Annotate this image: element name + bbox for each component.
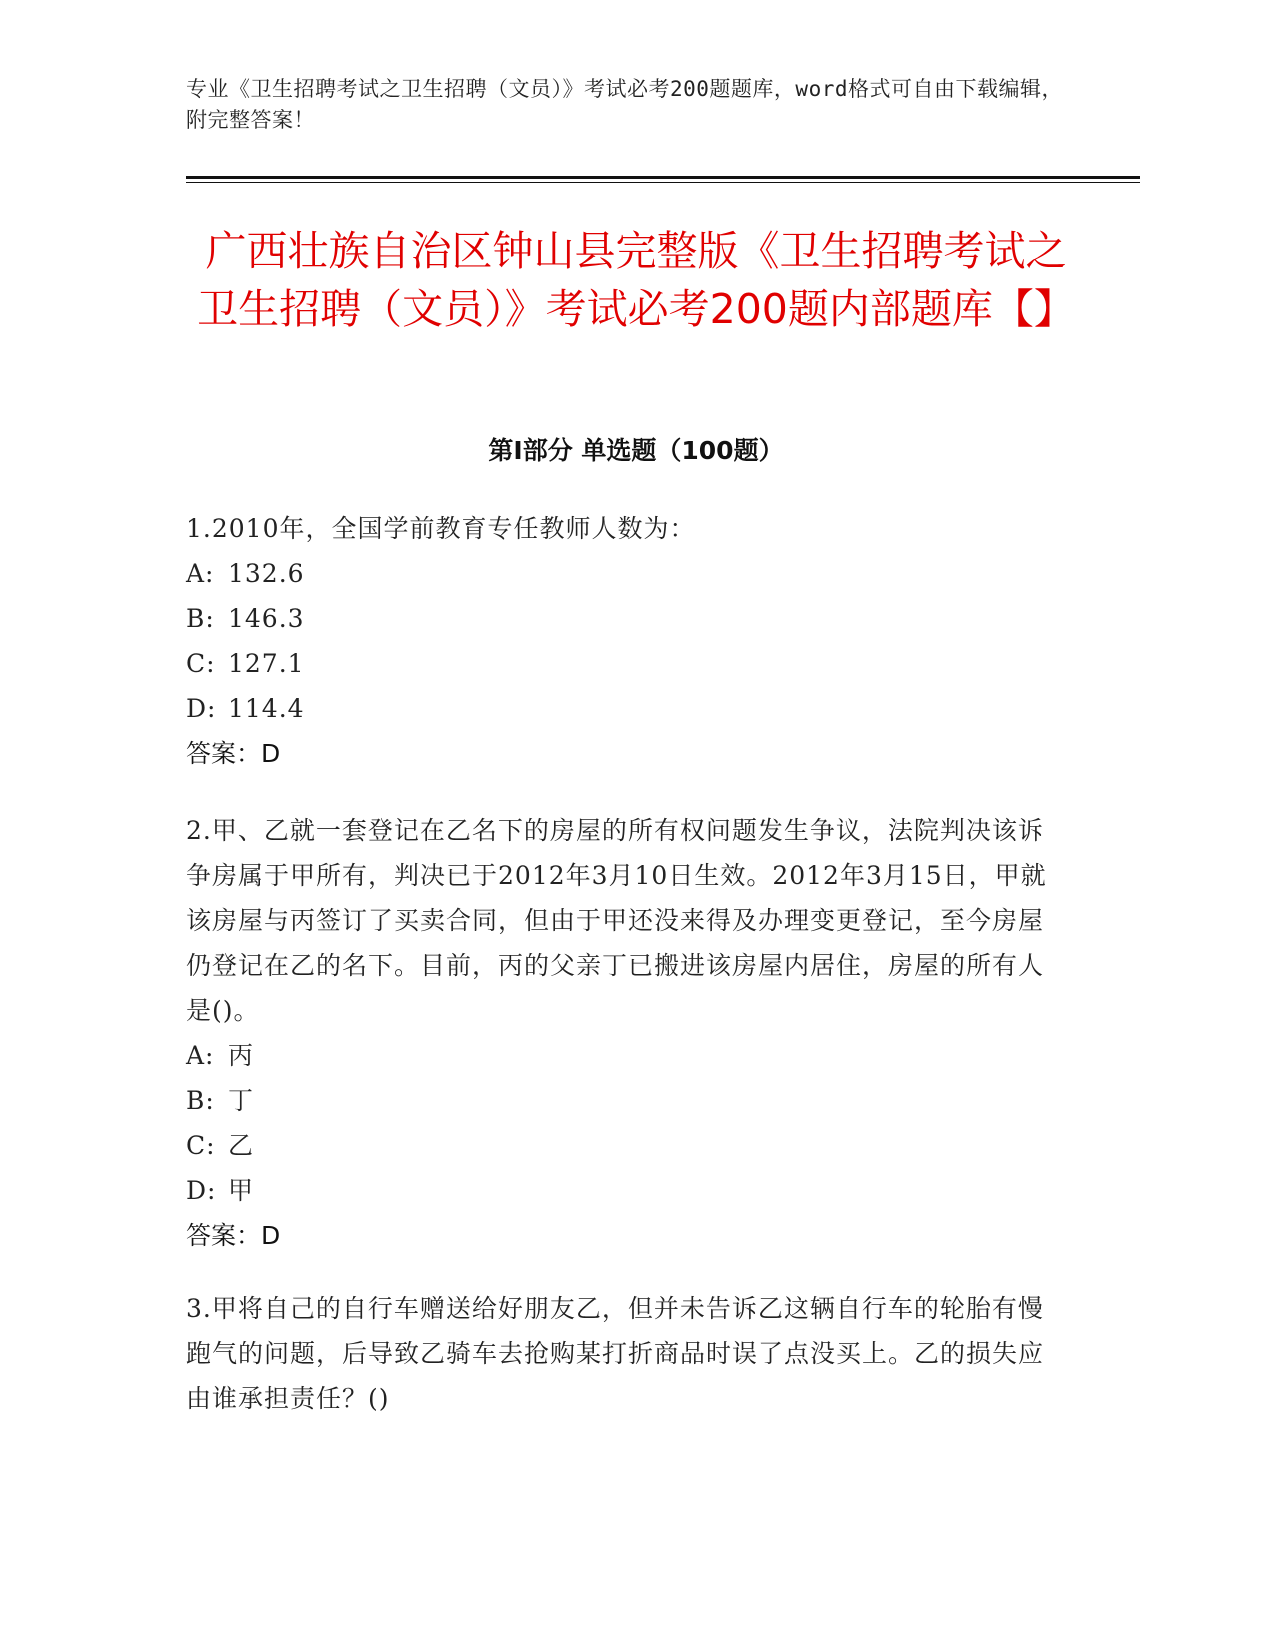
option-letter: D: (186, 694, 217, 723)
option-text: 丙 (228, 1041, 255, 1070)
section-heading: 第I部分 单选题（100题） (488, 436, 784, 465)
option-text: 乙 (228, 1131, 255, 1160)
option-letter: C: (186, 649, 216, 678)
question-stem: 1.2010年，全国学前教育专任教师人数为： (186, 514, 696, 543)
option-c (186, 641, 1066, 686)
option-letter: A: (186, 1041, 215, 1070)
option-letter: D: (186, 1176, 217, 1205)
option-text: 146.3 (228, 604, 305, 633)
option-d (186, 1168, 1066, 1213)
question-2 (186, 808, 1066, 1258)
option-b (186, 1078, 1066, 1123)
option-letter: A: (186, 559, 215, 588)
document-title: 广西壮族自治区钟山县完整版《卫生招聘考试之卫生招聘（文员）》考试必考200题内部题库【】 (197, 227, 1075, 333)
option-text: 132.6 (228, 559, 305, 588)
option-text: 127.1 (228, 649, 305, 678)
question-3 (186, 1286, 1066, 1421)
header-rule-thin (186, 182, 1140, 183)
option-c (186, 1123, 1066, 1168)
question-1 (186, 506, 1066, 776)
answer-line: 答案：D (186, 739, 281, 768)
answer-line: 答案：D (186, 1221, 281, 1250)
question-stem: 2.甲、乙就一套登记在乙名下的房屋的所有权问题发生争议，法院判决该诉争房属于甲所有，判决已于2012年3月10日生效。2012年3月15日，甲就该房屋与丙签订了买卖合同，但由于甲还没来得及办理变更登记，至今房屋仍登记在乙的名下。目前，丙的父亲丁已搬进该房屋内居住，房屋的所有人是()。 (186, 816, 1047, 1025)
option-text: 丁 (228, 1086, 255, 1115)
question-stem: 3.甲将自己的自行车赠送给好朋友乙，但并未告诉乙这辆自行车的轮胎有慢跑气的问题，后导致乙骑车去抢购某打折商品时误了点没买上。乙的损失应由谁承担责任？() (186, 1294, 1045, 1413)
option-d (186, 686, 1066, 731)
option-a (186, 551, 1066, 596)
option-text: 114.4 (228, 694, 305, 723)
header-note: 专业《卫生招聘考试之卫生招聘（文员）》考试必考200题题库，word格式可自由下载编辑，附完整答案！ (186, 77, 1063, 132)
header-rule-thick (186, 176, 1140, 179)
option-text: 甲 (228, 1176, 255, 1205)
option-b (186, 596, 1066, 641)
option-letter: B: (186, 604, 215, 633)
option-letter: B: (186, 1086, 215, 1115)
option-a (186, 1033, 1066, 1078)
option-letter: C: (186, 1131, 216, 1160)
